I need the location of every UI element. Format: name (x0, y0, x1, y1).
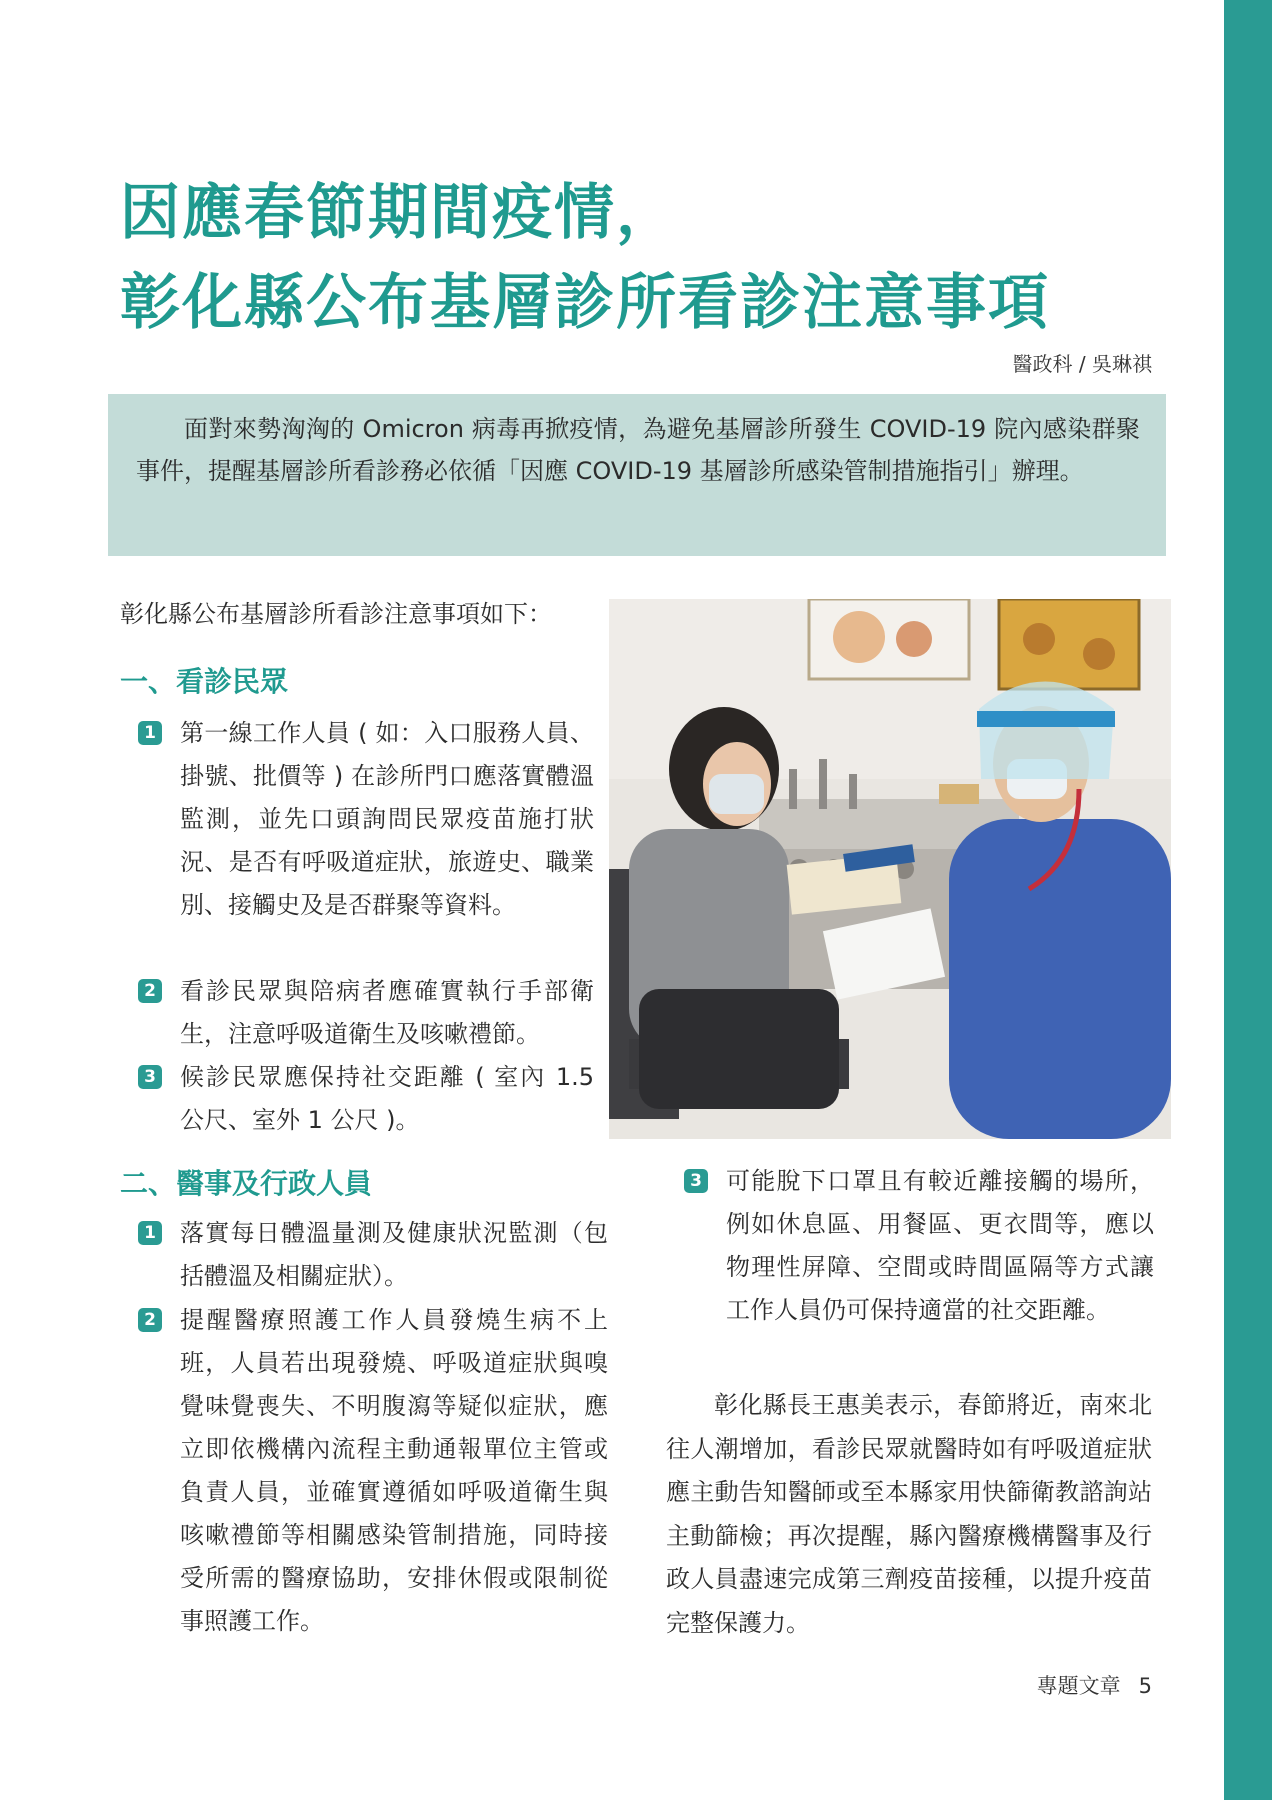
list-item (138, 712, 594, 927)
article-title (120, 168, 1050, 348)
list-item-text: 落實每日體溫量測及健康狀況監測（包括體溫及相關症狀）。 (180, 1219, 608, 1290)
intro-text: 面對來勢洶洶的 Omicron 病毒再掀疫情，為避免基層診所發生 COVID-19 院內感染群聚事件，提醒基層診所看診務必依循「因應 COVID-19 基層診所感染管制措施指引」辦理。 (136, 415, 1140, 485)
page-number: 5 (1138, 1674, 1152, 1698)
list-item-text: 可能脫下口罩且有較近離接觸的場所，例如休息區、用餐區、更衣間等，應以物理性屏障、空間或時間區隔等方式讓工作人員仍可保持適當的社交距離。 (726, 1167, 1154, 1324)
list-item (138, 1056, 594, 1142)
lead-sentence: 彰化縣公布基層診所看診注意事項如下： (120, 600, 552, 628)
list-item-text: 看診民眾與陪病者應確實執行手部衛生，注意呼吸道衛生及咳嗽禮節。 (180, 977, 594, 1048)
item-number-badge: 3 (138, 1065, 162, 1089)
page-footer (1037, 1670, 1152, 1700)
section-heading-staff: 二、醫事及行政人員 (120, 1167, 373, 1200)
section-heading-public: 一、看診民眾 (120, 665, 289, 698)
author-byline: 醫政科 / 吳琳祺 (1012, 352, 1152, 376)
list-item (138, 1212, 608, 1298)
clinic-photo (609, 599, 1171, 1139)
title-line-1: 因應春節期間疫情， (120, 178, 678, 248)
item-number-badge: 2 (138, 979, 162, 1003)
list-item-text: 候診民眾應保持社交距離 ( 室內 1.5 公尺、室外 1 公尺 )。 (180, 1063, 594, 1134)
list-item (684, 1160, 1154, 1332)
intro-box (108, 394, 1166, 556)
item-number-badge: 3 (684, 1169, 708, 1193)
title-line-2: 彰化縣公布基層診所看診注意事項 (120, 268, 1050, 338)
closing-paragraph: 彰化縣長王惠美表示，春節將近，南來北往人潮增加，看診民眾就醫時如有呼吸道症狀應主動告知醫師或至本縣家用快篩衛教諮詢站主動篩檢；再次提醒，縣內醫療機構醫事及行政人員盡速完成第三劑疫苗接種，以提升疫苗完整保護力。 (666, 1391, 1152, 1637)
side-color-bar (1224, 0, 1272, 1800)
item-number-badge: 1 (138, 721, 162, 745)
item-number-badge: 1 (138, 1221, 162, 1245)
list-item-text: 提醒醫療照護工作人員發燒生病不上班，人員若出現發燒、呼吸道症狀與嗅覺味覺喪失、不明腹瀉等疑似症狀，應立即依機構內流程主動通報單位主管或負責人員，並確實遵循如呼吸道衛生與咳嗽禮節等相關感染管制措施，同時接受所需的醫療協助，安排休假或限制從事照護工作。 (180, 1306, 608, 1635)
footer-section-label: 專題文章 (1036, 1674, 1121, 1698)
list-item-text: 第一線工作人員 ( 如：入口服務人員、掛號、批價等 ) 在診所門口應落實體溫監測，並先口頭詢問民眾疫苗施打狀況、是否有呼吸道症狀，旅遊史、職業別、接觸史及是否群聚等資料。 (180, 719, 594, 919)
list-item (138, 970, 594, 1056)
item-number-badge: 2 (138, 1308, 162, 1332)
list-item (138, 1299, 608, 1643)
